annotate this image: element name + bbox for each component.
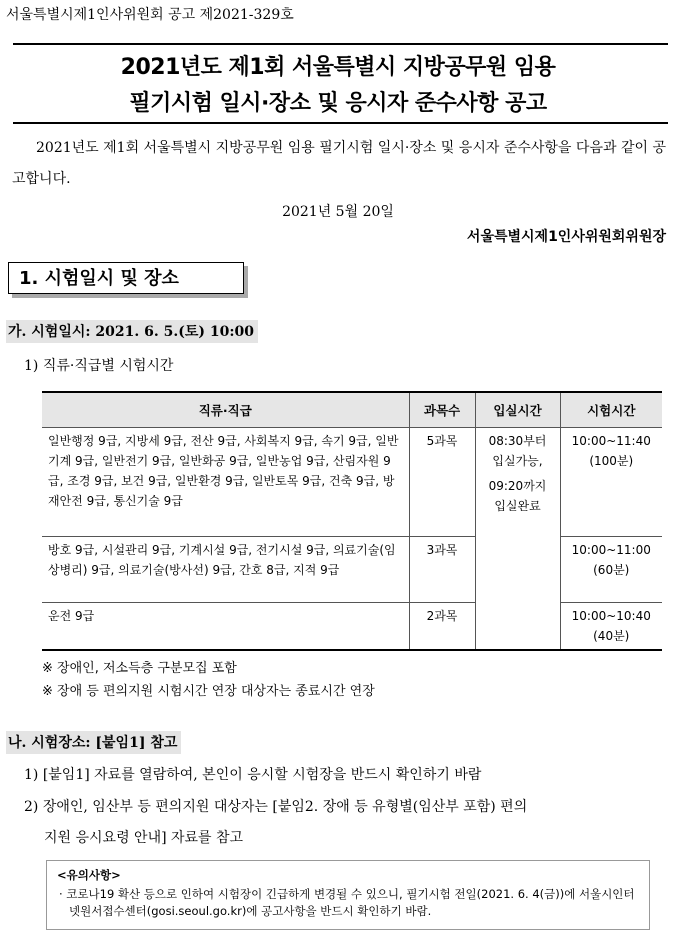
exam-duration: (100분) bbox=[589, 454, 634, 468]
item-check-venue: 1) [붙임1] 자료를 열람하여, 본인이 응시할 시험장을 반드시 확인하기 바람 bbox=[24, 767, 482, 783]
header-subjects: 과목수 bbox=[409, 392, 475, 428]
row-exam-time bbox=[560, 603, 662, 651]
table-row bbox=[42, 428, 662, 537]
row-subjects: 5과목 bbox=[409, 428, 475, 537]
row-jobs: 운전 9급 bbox=[42, 603, 409, 651]
entry-line: 입실가능, bbox=[492, 454, 543, 468]
caution-box bbox=[46, 860, 650, 930]
item-accommodation-line-1: 2) 장애인, 임산부 등 편의지원 대상자는 [붙임2. 장애 등 유형별(임산부 포함) 편의 bbox=[24, 799, 528, 815]
exam-duration: (60분) bbox=[593, 563, 630, 577]
row-exam-time bbox=[560, 537, 662, 603]
table-row bbox=[42, 603, 662, 651]
exam-schedule-table bbox=[42, 391, 662, 651]
exam-time-range: 10:00~11:00 bbox=[571, 543, 651, 557]
caution-body: · 코로나19 확산 등으로 인하여 시험장이 긴급하게 변경될 수 있으니, 필기시험 전일(2021. 6. 4(금))에 서울시인터넷원서접수센터(gosi.seoul.go.kr)에 공고사항을 반드시 확인하기 바람. bbox=[59, 887, 635, 918]
item-accommodation-line-2: 지원 응시요령 안내] 자료를 참고 bbox=[44, 830, 244, 846]
entry-line: 09:20까지 bbox=[488, 479, 547, 493]
row-exam-time bbox=[560, 428, 662, 537]
row-subjects: 2과목 bbox=[409, 603, 475, 651]
entry-line: 입실완료 bbox=[494, 499, 541, 513]
item-exam-times: 1) 직류·직급별 시험시간 bbox=[24, 358, 174, 374]
title-line-2: 필기시험 일시·장소 및 응시자 준수사항 공고 bbox=[129, 91, 547, 116]
header-entry: 입실시간 bbox=[475, 392, 560, 428]
header-job: 직류·직급 bbox=[42, 392, 409, 428]
row-jobs: 일반행정 9급, 지방세 9급, 전산 9급, 사회복지 9급, 속기 9급, 일반기계 9급, 일반전기 9급, 일반화공 9급, 일반농업 9급, 산림자원 9급, 조경 9급, 보건 9급, 일반환경 9급, 일반토목 9급, 건축 9급, 방재안전 9급, 통신기술 9급 bbox=[42, 428, 409, 537]
notice-number: 서울특별시제1인사위원회 공고 제2021-329호 bbox=[6, 7, 294, 23]
caution-title: <유의사항> bbox=[57, 868, 121, 882]
entry-line: 08:30부터 bbox=[488, 434, 547, 448]
section-1-heading: 1. 시험일시 및 장소 bbox=[8, 262, 244, 294]
top-rule bbox=[13, 43, 668, 45]
signer: 서울특별시제1인사위원회위원장 bbox=[466, 229, 666, 245]
announcement-date: 2021년 5월 20일 bbox=[282, 204, 394, 220]
row-subjects: 3과목 bbox=[409, 537, 475, 603]
title-line-1: 2021년도 제1회 서울특별시 지방공무원 임용 bbox=[120, 55, 556, 80]
exam-location-heading: 나. 시험장소: [붙임1] 참고 bbox=[6, 731, 181, 754]
table-row bbox=[42, 537, 662, 603]
header-exam-time: 시험시간 bbox=[560, 392, 662, 428]
title-rule bbox=[13, 122, 668, 124]
entry-time-cell bbox=[475, 428, 560, 651]
exam-time-range: 10:00~10:40 bbox=[571, 609, 651, 623]
exam-time-range: 10:00~11:40 bbox=[571, 434, 651, 448]
note-time-extension: ※ 장애 등 편의지원 시험시간 연장 대상자는 종료시간 연장 bbox=[42, 684, 375, 699]
row-jobs: 방호 9급, 시설관리 9급, 기계시설 9급, 전기시설 9급, 의료기술(임상병리) 9급, 의료기술(방사선) 9급, 간호 8급, 지적 9급 bbox=[42, 537, 409, 603]
exam-duration: (40분) bbox=[593, 629, 630, 643]
intro-paragraph: 2021년도 제1회 서울특별시 지방공무원 임용 필기시험 일시·장소 및 응시자 준수사항을 다음과 같이 공고합니다. bbox=[12, 140, 666, 187]
table-header-row bbox=[42, 392, 662, 428]
note-disabled-lowincome: ※ 장애인, 저소득층 구분모집 포함 bbox=[42, 661, 237, 676]
exam-datetime-heading: 가. 시험일시: 2021. 6. 5.(토) 10:00 bbox=[6, 320, 258, 343]
